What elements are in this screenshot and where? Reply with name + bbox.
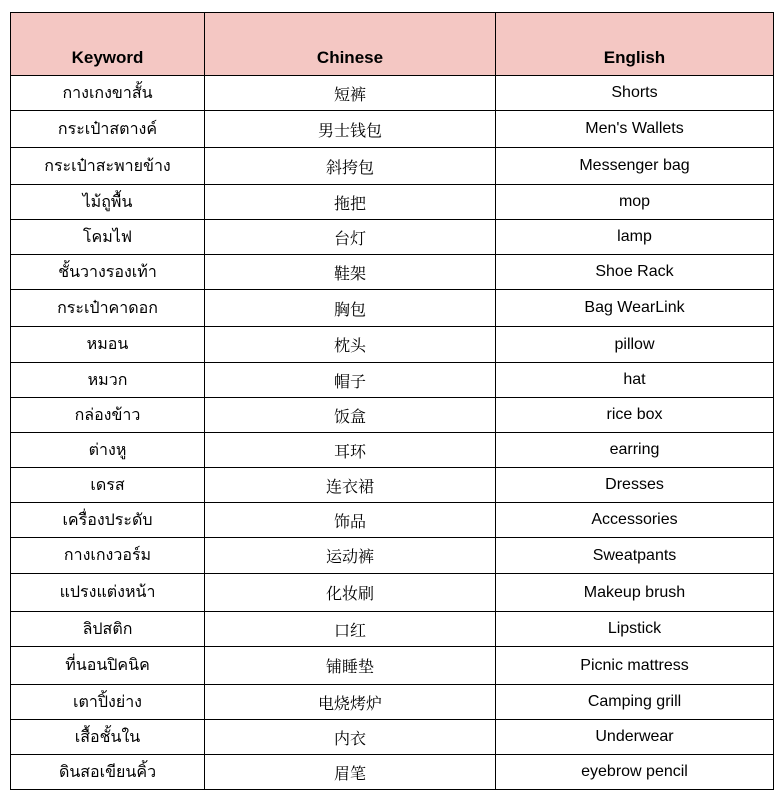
english-cell: Messenger bag <box>496 148 774 185</box>
keyword-cell: ที่นอนปิคนิค <box>11 647 205 685</box>
keyword-cell: หมอน <box>11 327 205 363</box>
keyword-cell: กระเป๋าสะพายข้าง <box>11 148 205 185</box>
table-row <box>11 290 774 327</box>
table-row <box>11 220 774 255</box>
chinese-cell: 拖把 <box>205 185 496 220</box>
english-cell: Shorts <box>496 76 774 111</box>
english-cell: lamp <box>496 220 774 255</box>
table-row <box>11 685 774 720</box>
english-cell: mop <box>496 185 774 220</box>
table-row <box>11 468 774 503</box>
english-cell: earring <box>496 433 774 468</box>
keyword-cell: เดรส <box>11 468 205 503</box>
keyword-cell: แปรงแต่งหน้า <box>11 574 205 612</box>
english-cell: Accessories <box>496 503 774 538</box>
table-row <box>11 755 774 790</box>
table-row <box>11 327 774 363</box>
english-cell: hat <box>496 363 774 398</box>
chinese-cell: 口红 <box>205 612 496 647</box>
table-row <box>11 720 774 755</box>
keyword-cell: ลิปสติก <box>11 612 205 647</box>
table-row <box>11 76 774 111</box>
english-cell: Picnic mattress <box>496 647 774 685</box>
chinese-cell: 饰品 <box>205 503 496 538</box>
keyword-cell: เสื้อชั้นใน <box>11 720 205 755</box>
table-row <box>11 574 774 612</box>
chinese-cell: 运动裤 <box>205 538 496 574</box>
chinese-cell: 化妆刷 <box>205 574 496 612</box>
chinese-cell: 胸包 <box>205 290 496 327</box>
keyword-cell: กางเกงขาสั้น <box>11 76 205 111</box>
chinese-cell: 台灯 <box>205 220 496 255</box>
header-chinese: Chinese <box>205 13 496 76</box>
keyword-cell: กระเป๋าสตางค์ <box>11 111 205 148</box>
chinese-cell: 鞋架 <box>205 255 496 290</box>
chinese-cell: 电烧烤炉 <box>205 685 496 720</box>
english-cell: Lipstick <box>496 612 774 647</box>
english-cell: Camping grill <box>496 685 774 720</box>
header-keyword: Keyword <box>11 13 205 76</box>
chinese-cell: 铺睡垫 <box>205 647 496 685</box>
keyword-table <box>10 12 774 790</box>
english-cell: eyebrow pencil <box>496 755 774 790</box>
table-row <box>11 363 774 398</box>
table-row <box>11 185 774 220</box>
header-english: English <box>496 13 774 76</box>
chinese-cell: 枕头 <box>205 327 496 363</box>
chinese-cell: 眉笔 <box>205 755 496 790</box>
keyword-cell: กระเป๋าคาดอก <box>11 290 205 327</box>
table-row <box>11 612 774 647</box>
chinese-cell: 帽子 <box>205 363 496 398</box>
table-row <box>11 647 774 685</box>
table-body <box>11 76 774 790</box>
table-row <box>11 255 774 290</box>
table-row <box>11 398 774 433</box>
chinese-cell: 斜挎包 <box>205 148 496 185</box>
english-cell: Bag WearLink <box>496 290 774 327</box>
table-row <box>11 148 774 185</box>
keyword-cell: ไม้ถูพื้น <box>11 185 205 220</box>
table-row <box>11 503 774 538</box>
english-cell: Makeup brush <box>496 574 774 612</box>
english-cell: Sweatpants <box>496 538 774 574</box>
table-row <box>11 433 774 468</box>
keyword-cell: ดินสอเขียนคิ้ว <box>11 755 205 790</box>
keyword-cell: ชั้นวางรองเท้า <box>11 255 205 290</box>
english-cell: Men's Wallets <box>496 111 774 148</box>
chinese-cell: 内衣 <box>205 720 496 755</box>
table-row <box>11 111 774 148</box>
chinese-cell: 耳环 <box>205 433 496 468</box>
keyword-cell: เครื่องประดับ <box>11 503 205 538</box>
table-header <box>11 13 774 76</box>
chinese-cell: 男士钱包 <box>205 111 496 148</box>
keyword-cell: กล่องข้าว <box>11 398 205 433</box>
table-row <box>11 538 774 574</box>
chinese-cell: 短裤 <box>205 76 496 111</box>
english-cell: rice box <box>496 398 774 433</box>
keyword-cell: เตาปิ้งย่าง <box>11 685 205 720</box>
english-cell: Shoe Rack <box>496 255 774 290</box>
header-row <box>11 13 774 76</box>
english-cell: Underwear <box>496 720 774 755</box>
english-cell: pillow <box>496 327 774 363</box>
chinese-cell: 饭盒 <box>205 398 496 433</box>
english-cell: Dresses <box>496 468 774 503</box>
keyword-cell: หมวก <box>11 363 205 398</box>
keyword-cell: กางเกงวอร์ม <box>11 538 205 574</box>
chinese-cell: 连衣裙 <box>205 468 496 503</box>
keyword-cell: โคมไฟ <box>11 220 205 255</box>
keyword-cell: ต่างหู <box>11 433 205 468</box>
